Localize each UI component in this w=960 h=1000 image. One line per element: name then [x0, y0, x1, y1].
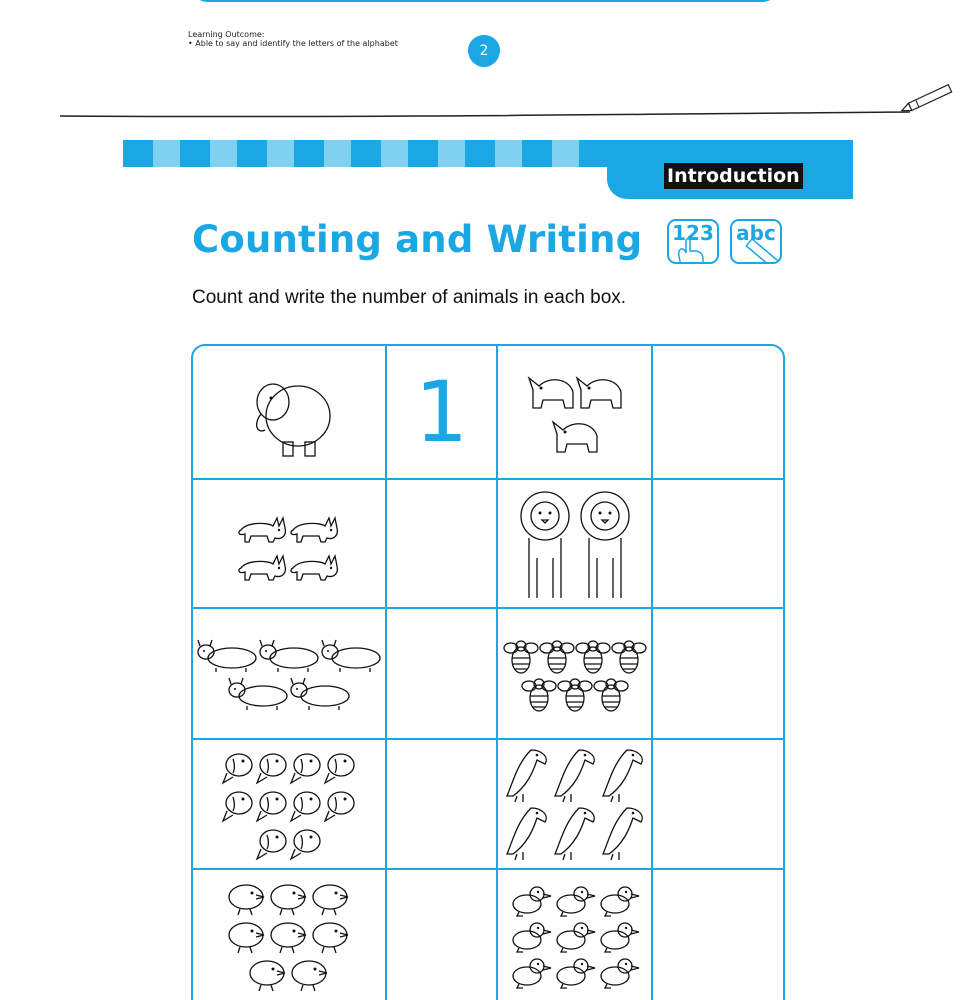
- counting-badge: [667, 219, 719, 264]
- duck-icon: [513, 959, 551, 988]
- answer-box[interactable]: [386, 869, 497, 1000]
- picture-cell: [497, 608, 652, 739]
- instruction-text: Count and write the number of animals in each box.: [192, 287, 627, 308]
- bee-icon: [522, 679, 556, 711]
- chick-icon: [271, 885, 306, 915]
- bird-icon: [507, 750, 546, 802]
- fish-icon: [325, 754, 354, 783]
- bird-icon: [603, 750, 642, 802]
- picture-cell: [193, 608, 386, 739]
- page-title: Counting and Writing: [192, 218, 643, 261]
- picture-cell: [497, 869, 652, 1000]
- bird-icon: [555, 808, 594, 860]
- fish-picture: [218, 745, 360, 863]
- grid-row: [193, 739, 783, 869]
- bee-icon: [558, 679, 592, 711]
- duck-icon: [601, 923, 639, 952]
- answer-box[interactable]: [386, 739, 497, 869]
- counting-badge-text: 123: [672, 221, 714, 245]
- duck-icon: [513, 923, 551, 952]
- duck-icon: [557, 923, 595, 952]
- fish-icon: [291, 792, 320, 821]
- answer-number: 1: [414, 363, 469, 461]
- picture-cell: [193, 869, 386, 1000]
- picture-cell: [193, 346, 386, 479]
- bird-icon: [555, 750, 594, 802]
- rhino-picture: [524, 366, 626, 458]
- cat-icon: [239, 518, 285, 542]
- duck-icon: [513, 887, 551, 916]
- cow-icon: [291, 678, 349, 710]
- chick-icon: [271, 923, 306, 953]
- duck-icon: [557, 959, 595, 988]
- picture-cell: [193, 739, 386, 869]
- chick-icon: [229, 885, 264, 915]
- duck-icon: [557, 887, 595, 916]
- answer-box[interactable]: [652, 346, 783, 479]
- rhino-icon: [529, 378, 573, 408]
- fish-icon: [291, 830, 320, 859]
- cow-icon: [260, 640, 318, 672]
- fish-icon: [291, 754, 320, 783]
- grid-row: [193, 479, 783, 608]
- picture-cell: [497, 346, 652, 479]
- bee-icon: [504, 641, 538, 673]
- answer-box[interactable]: [386, 346, 497, 479]
- page-divider: [60, 0, 960, 140]
- fish-icon: [257, 792, 286, 821]
- fish-icon: [325, 792, 354, 821]
- grid-row: [193, 346, 783, 479]
- picture-cell: [497, 479, 652, 608]
- answer-box[interactable]: [652, 608, 783, 739]
- grid-row: [193, 608, 783, 739]
- bee-icon: [594, 679, 628, 711]
- fish-icon: [257, 830, 286, 859]
- duck-icon: [601, 959, 639, 988]
- page-number: 2: [479, 43, 489, 59]
- rhino-icon: [553, 422, 597, 452]
- chick-icon: [229, 923, 264, 953]
- picture-cell: [193, 479, 386, 608]
- cat-picture: [234, 504, 344, 584]
- chick-icon: [292, 961, 327, 991]
- answer-box[interactable]: [386, 479, 497, 608]
- bird-picture: [500, 744, 650, 864]
- lion-picture: [512, 486, 638, 602]
- cow-icon: [322, 640, 380, 672]
- learning-outcome-heading: Learning Outcome:: [188, 30, 265, 39]
- cat-icon: [239, 556, 285, 580]
- elephant-picture: [240, 362, 338, 462]
- lion-icon: [581, 492, 629, 598]
- chick-icon: [313, 923, 348, 953]
- cat-icon: [291, 518, 337, 542]
- cow-picture: [193, 634, 385, 714]
- counting-hand-icon: [669, 221, 719, 264]
- fish-icon: [223, 754, 252, 783]
- grid-row: [193, 869, 783, 1000]
- chick-icon: [250, 961, 285, 991]
- cat-icon: [291, 556, 337, 580]
- learning-outcome-item: • Able to say and identify the letters of the alphabet: [188, 39, 398, 48]
- fish-icon: [223, 792, 252, 821]
- bird-icon: [603, 808, 642, 860]
- lion-icon: [521, 492, 569, 598]
- section-label: Introduction: [664, 163, 803, 189]
- answer-box[interactable]: [652, 479, 783, 608]
- answer-box[interactable]: [652, 869, 783, 1000]
- counting-grid: [191, 344, 785, 1000]
- answer-box[interactable]: [386, 608, 497, 739]
- writing-badge-text: abc: [736, 221, 776, 245]
- bird-icon: [507, 808, 546, 860]
- cow-icon: [198, 640, 256, 672]
- bee-icon: [612, 641, 646, 673]
- bee-icon: [576, 641, 610, 673]
- answer-box[interactable]: [652, 739, 783, 869]
- picture-cell: [497, 739, 652, 869]
- cow-icon: [229, 678, 287, 710]
- duck-icon: [601, 887, 639, 916]
- chick-picture: [223, 877, 355, 995]
- elephant-icon: [257, 384, 330, 456]
- writing-badge: [730, 219, 782, 264]
- bee-icon: [540, 641, 574, 673]
- fish-icon: [257, 754, 286, 783]
- writing-pencil-icon: [732, 221, 782, 264]
- duck-picture: [506, 880, 644, 992]
- pencil-icon: [900, 85, 951, 115]
- chick-icon: [313, 885, 348, 915]
- bee-picture: [500, 634, 650, 714]
- rhino-icon: [577, 378, 621, 408]
- header-stripes: [123, 140, 613, 167]
